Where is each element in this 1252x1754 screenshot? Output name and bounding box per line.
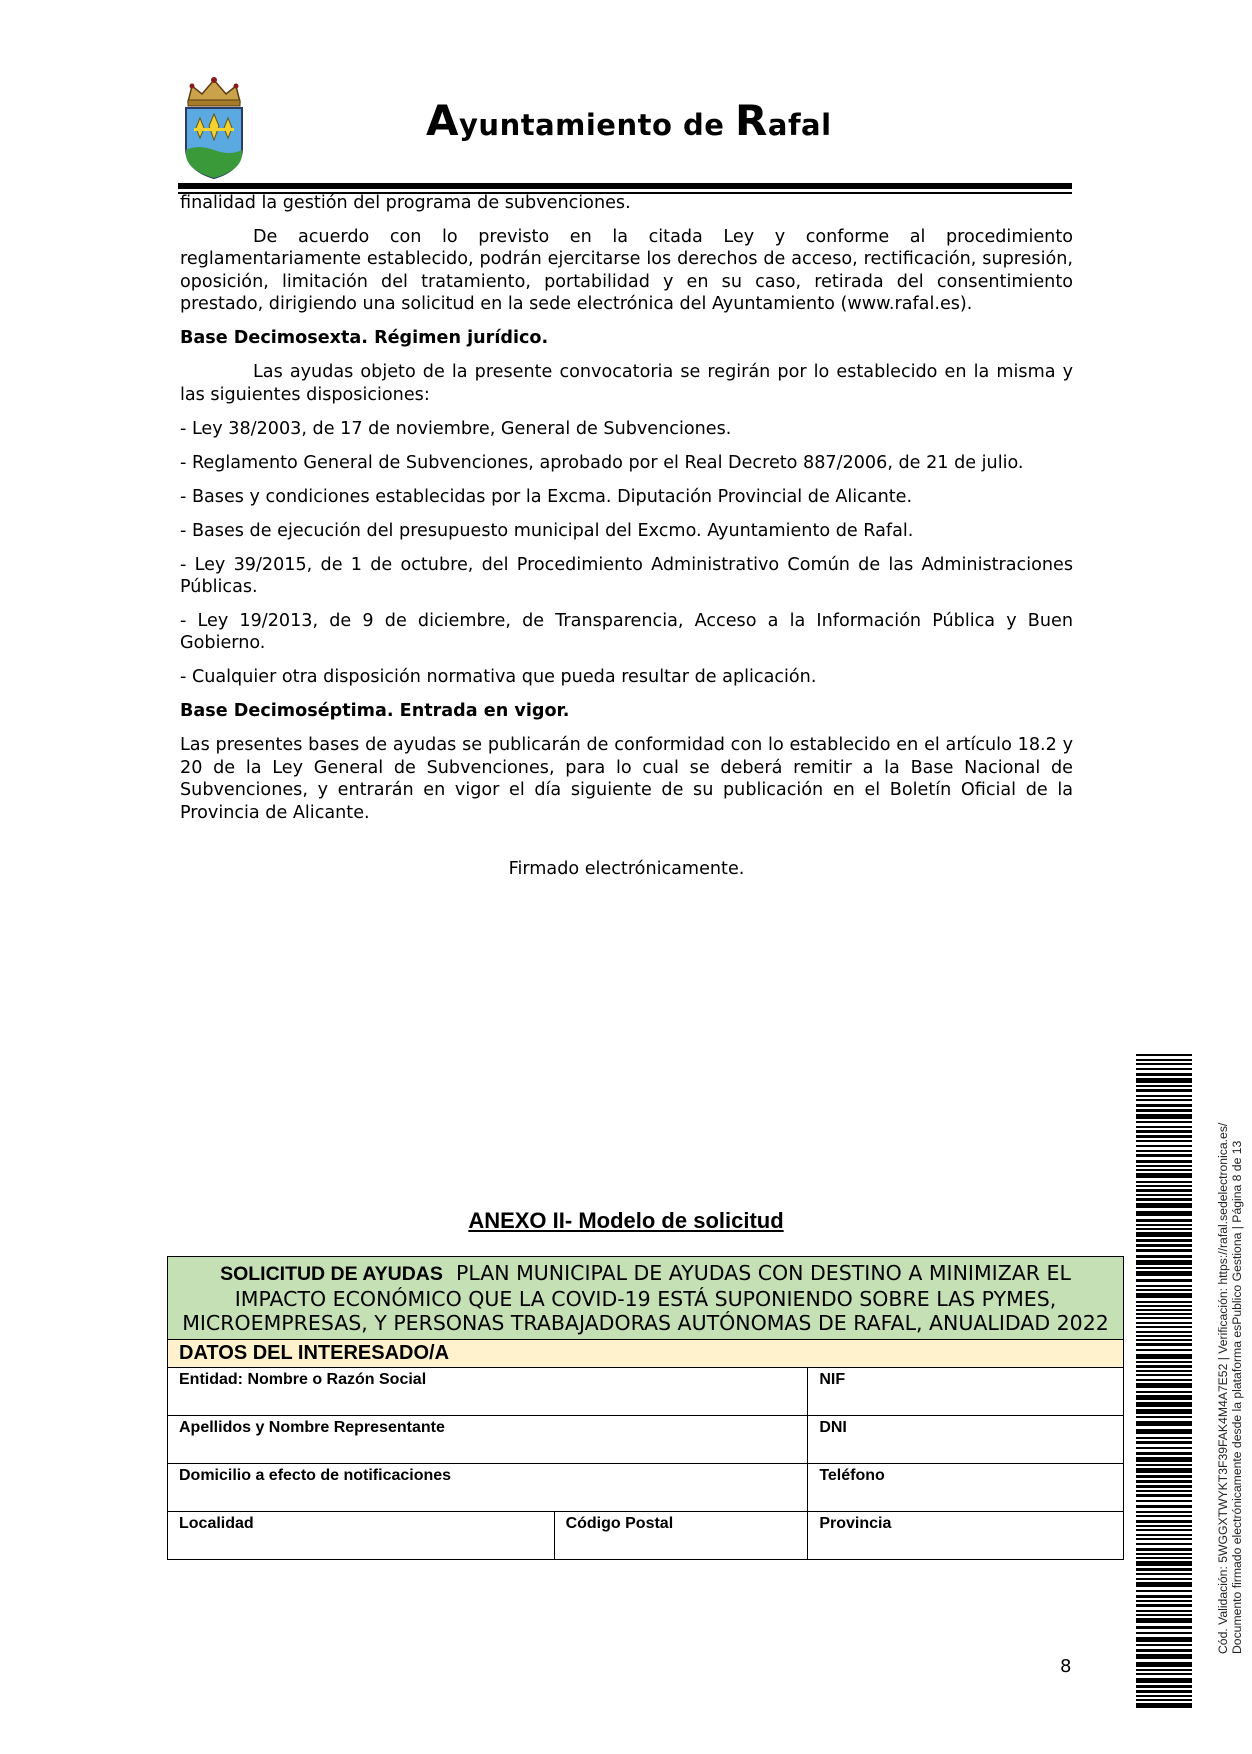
form-header [168,1257,1124,1340]
list-item: - Cualquier otra disposición normativa que pueda resultar de aplicación. [180,667,817,688]
paragraph-continuation: finalidad la gestión del programa de subvenciones. [180,193,631,213]
validation-line-1: Cód. Validación: 5WGGXTWYKT3F39FAK4M4A7E52 | Verificación: https://rafal.sedelectronica.es/ [1216,1122,1230,1654]
field-phone[interactable]: Teléfono [808,1463,1124,1511]
form-lead: SOLICITUD DE AYUDAS [220,1263,443,1285]
form-title: PLAN MUNICIPAL DE AYUDAS CON DESTINO A MINIMIZAR EL IMPACTO ECONÓMICO QUE LA COVID-19 ESTÁ SUPONIENDO SOBRE LAS PYMES, MICROEMPRESAS, Y PERSONAS TRABAJADORAS AUTÓNOMAS DE RAFAL, ANUALIDAD 2022 [182,1261,1109,1335]
list-item: - Bases de ejecución del presupuesto municipal del Excmo. Ayuntamiento de Rafal. [180,520,914,541]
field-nif[interactable]: NIF [808,1367,1124,1415]
paragraph-regimen: Las ayudas objeto de la presente convocatoria se regirán por lo establecido en la misma y las siguientes disposiciones: [180,362,1073,405]
paragraph-entry-into-force: Las presentes bases de ayudas se publicarán de conformidad con lo establecido en el artículo 18.2 y 20 de la Ley General de Subvenciones, para lo cual se deberá remitir a la Base Nacional de Subvenciones, y entrarán en vigor el día siguiente de su publicación en el Boletín Oficial de la Provincia de Alicante. [180,735,1073,823]
list-item: - Bases y condiciones establecidas por la Excma. Diputación Provincial de Alicante. [180,486,913,507]
list-item: - Ley 19/2013, de 9 de diciembre, de Transparencia, Acceso a la Información Pública y Buen Gobierno. [180,611,1073,654]
field-address[interactable]: Domicilio a efecto de notificaciones [168,1463,808,1511]
field-dni[interactable]: DNI [808,1415,1124,1463]
organization-title: Ayuntamiento de Rafal [426,96,832,145]
field-postal-code[interactable]: Código Postal [554,1511,808,1559]
signature-note: Firmado electrónicamente. [508,859,745,880]
field-representative[interactable]: Apellidos y Nombre Representante [168,1415,808,1463]
heading-base-16: Base Decimosexta. Régimen jurídico. [180,328,549,349]
validation-stamp [1217,1123,1244,1654]
annex-title: ANEXO II- Modelo de solicitud [468,1208,784,1233]
section-heading: DATOS DEL INTERESADO/A [168,1339,1124,1367]
field-entity[interactable]: Entidad: Nombre o Razón Social [168,1367,808,1415]
header-rule-thick [178,183,1072,189]
document-body [180,192,1073,892]
barcode-icon [1136,1054,1192,1708]
coat-of-arms-icon [178,74,250,180]
field-province[interactable]: Provincia [808,1511,1124,1559]
list-item: - Ley 39/2015, de 1 de octubre, del Procedimiento Administrativo Común de las Administraciones Públicas. [180,554,1073,598]
page-header [178,74,1072,184]
list-item: - Reglamento General de Subvenciones, aprobado por el Real Decreto 887/2006, de 21 de julio. [180,452,1024,473]
page-number: 8 [1060,1656,1072,1677]
field-locality[interactable]: Localidad [168,1511,555,1559]
paragraph-rights: De acuerdo con lo previsto en la citada Ley y conforme al procedimiento reglamentariamente establecido, podrán ejercitarse los derechos de acceso, rectificación, supresión, oposición, limitación del tratamiento, portabilidad y en su caso, retirada del consentimiento prestado, dirigiendo una solicitud en la sede electrónica del Ayuntamiento (www.rafal.es). [180,227,1073,315]
application-form [167,1256,1124,1560]
heading-base-17: Base Decimoséptima. Entrada en vigor. [180,701,570,722]
list-item: - Ley 38/2003, de 17 de noviembre, General de Subvenciones. [180,418,732,439]
validation-line-2: Documento firmado electrónicamente desde la plataforma esPublico Gestiona | Página 8 de 13 [1229,1140,1244,1654]
